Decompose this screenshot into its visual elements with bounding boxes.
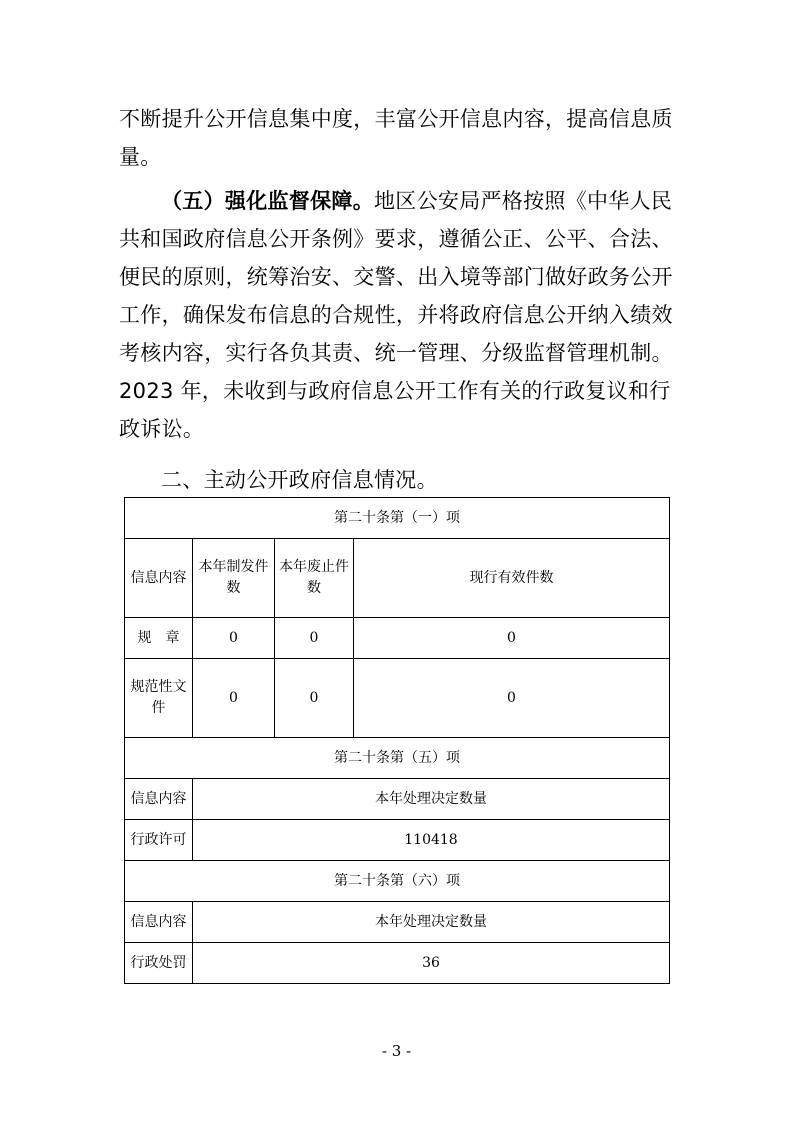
col-header-issued: 本年制发件数 (193, 539, 275, 618)
cell-abolished: 0 (275, 659, 354, 738)
cell-valid: 0 (354, 618, 670, 659)
paragraph-continuation: 不断提升公开信息集中度，丰富公开信息内容，提高信息质量。 (119, 107, 673, 169)
col-header-abolished: 本年废止件数 (275, 539, 354, 618)
col-header-content: 信息内容 (125, 539, 193, 618)
section6-header-value: 本年处理决定数量 (193, 902, 670, 943)
cell-abolished: 0 (275, 618, 354, 659)
section6-title: 第二十条第（六）项 (125, 861, 670, 902)
cell-admin-license-count: 110418 (193, 820, 670, 861)
info-disclosure-table (124, 497, 670, 984)
section5-header-value: 本年处理决定数量 (193, 779, 670, 820)
section6-header-label: 信息内容 (125, 902, 193, 943)
cell-issued: 0 (193, 659, 275, 738)
cell-valid: 0 (354, 659, 670, 738)
row-label-normative-docs: 规范性文件 (125, 659, 193, 738)
paragraph-body-text: 地区公安局严格按照《中华人民共和国政府信息公开条例》要求，遵循公正、公平、合法、便民的原则，统筹治安、交警、出入境等部门做好政务公开工作，确保发布信息的合规性，并将政府信息公开纳入绩效考核内容，实行各负其责、统一管理、分级监督管理机制。2023 年，未收到与政府信息公开工作有关的行政复议和行政诉讼。 (119, 189, 673, 441)
paragraph-heading-bold: （五）强化监督保障。 (161, 189, 374, 213)
paragraph-supervision (119, 182, 679, 448)
section5-header-label: 信息内容 (125, 779, 193, 820)
cell-admin-penalty-count: 36 (193, 943, 670, 984)
row-label-regulations: 规 章 (125, 618, 193, 659)
col-header-valid: 现行有效件数 (354, 539, 670, 618)
section5-title: 第二十条第（五）项 (125, 738, 670, 779)
row-label-admin-penalty: 行政处罚 (125, 943, 193, 984)
cell-issued: 0 (193, 618, 275, 659)
row-label-admin-license: 行政许可 (125, 820, 193, 861)
section-heading: 二、主动公开政府信息情况。 (161, 468, 438, 492)
section1-title: 第二十条第（一）项 (125, 498, 670, 539)
page-number: - 3 - (381, 1042, 412, 1060)
